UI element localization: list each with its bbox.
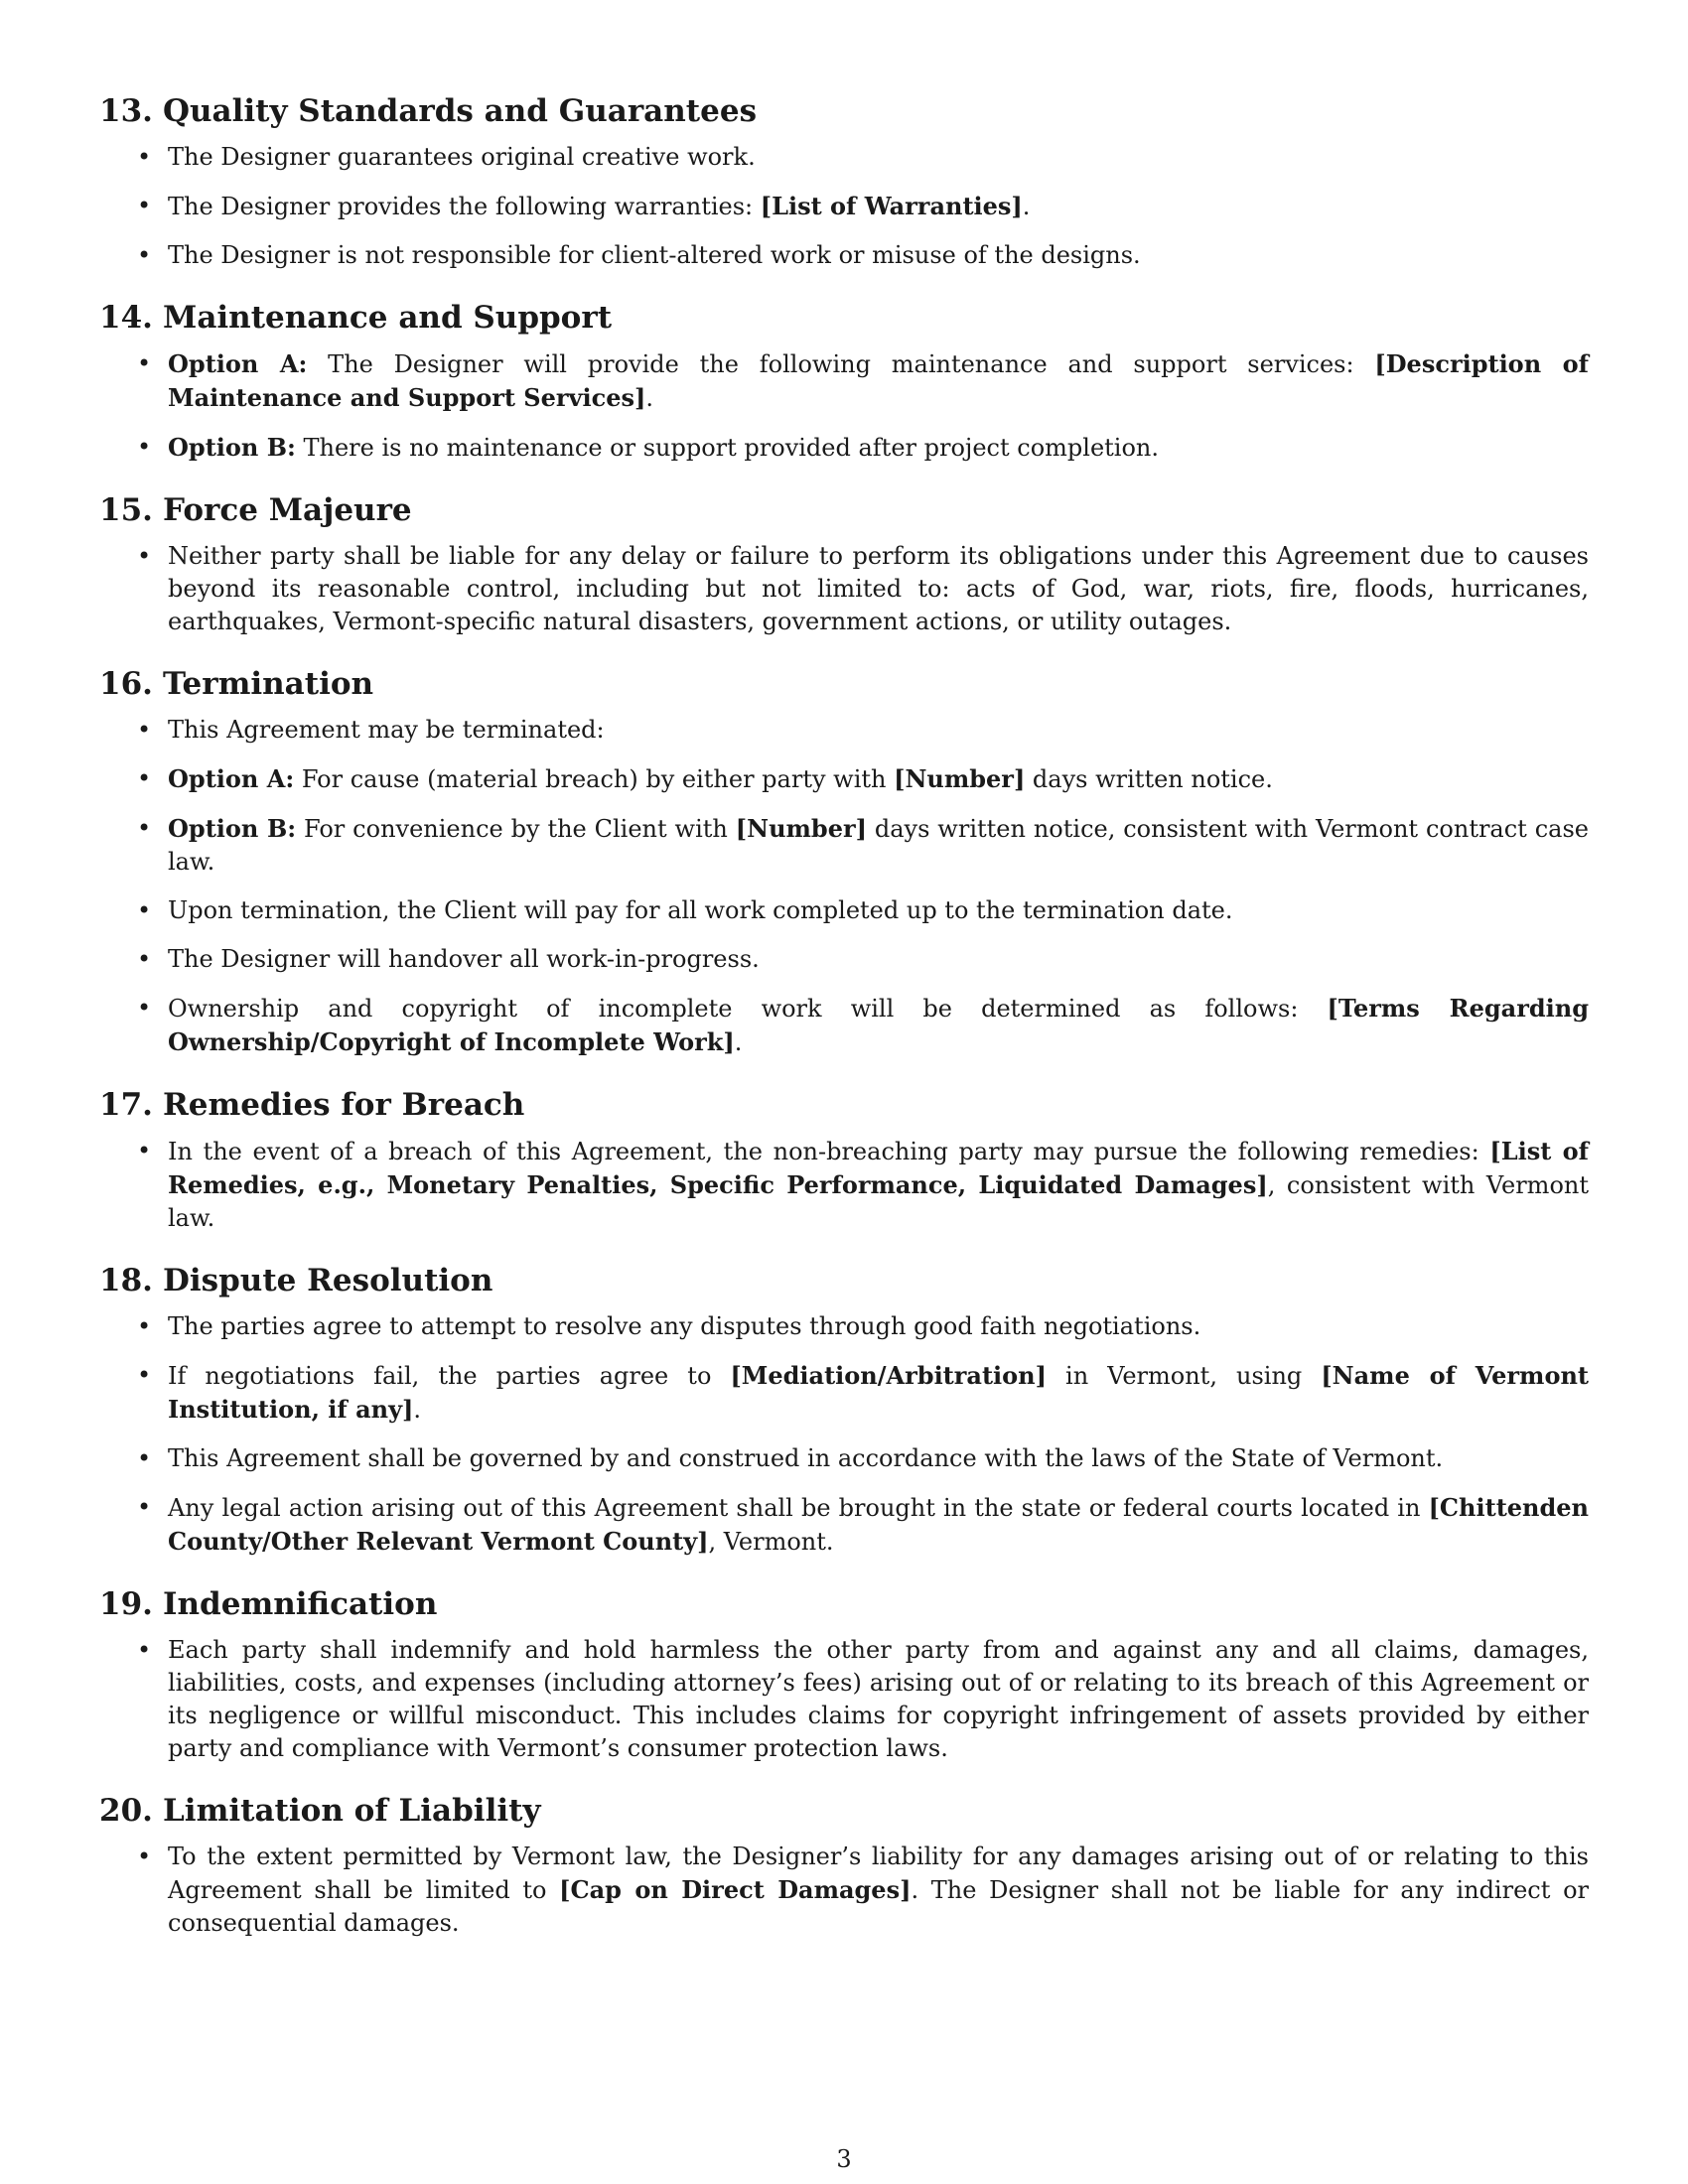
body-text: The Designer is not responsible for client-altered work or misuse of the designs. bbox=[168, 241, 1141, 269]
body-text: The Designer will handover all work-in-progress. bbox=[168, 945, 760, 973]
section-number: 16. bbox=[99, 666, 153, 702]
bullet-list bbox=[99, 714, 1589, 1059]
section-heading bbox=[99, 1791, 1589, 1831]
bold-text: Option A: bbox=[168, 349, 308, 378]
bold-text: [Mediation/Arbitration] bbox=[730, 1361, 1047, 1390]
list-item bbox=[99, 1841, 1589, 1940]
body-text: In the event of a breach of this Agreement, the non-breaching party may pursue the following remedies: bbox=[168, 1138, 1490, 1165]
bold-text: [Number] bbox=[894, 764, 1026, 793]
section-number: 17. bbox=[99, 1087, 153, 1123]
body-text: Each party shall indemnify and hold harmless the other party from and against any and all claims, damages, liabilities, costs, and expenses (including attorney’s fees) arising out of or relating to its breach of this Agreement or its negligence or willful misconduct. This includes claims for copyright infringement of assets provided by either party and compliance with Vermont’s consumer protection laws. bbox=[168, 1636, 1589, 1762]
bold-text: Option B: bbox=[168, 814, 297, 843]
bullet-list bbox=[99, 1135, 1589, 1235]
bullet-list bbox=[99, 1634, 1589, 1765]
list-item bbox=[99, 1442, 1589, 1475]
list-item bbox=[99, 540, 1589, 638]
bold-text: [Number] bbox=[735, 814, 867, 843]
list-item bbox=[99, 1359, 1589, 1427]
section-18 bbox=[99, 1261, 1589, 1559]
body-text: The parties agree to attempt to resolve any disputes through good faith negotiations. bbox=[168, 1312, 1201, 1340]
list-item bbox=[99, 431, 1589, 465]
body-text: The Designer will provide the following maintenance and support services: bbox=[307, 350, 1375, 378]
list-item bbox=[99, 347, 1589, 415]
bullet-list bbox=[99, 540, 1589, 638]
list-item bbox=[99, 714, 1589, 747]
bullet-list bbox=[99, 347, 1589, 465]
list-item bbox=[99, 1491, 1589, 1559]
body-text: days written notice, consistent with Vermont contract case law. bbox=[168, 815, 1589, 876]
body-text: Ownership and copyright of incomplete work will be determined as follows: bbox=[168, 995, 1328, 1023]
body-text: . bbox=[645, 384, 653, 412]
body-text: To the extent permitted by Vermont law, the Designer’s liability for any damages arising out of or relating to this Agreement shall be limited to bbox=[168, 1843, 1589, 1904]
body-text: Upon termination, the Client will pay for all work completed up to the termination date. bbox=[168, 896, 1233, 924]
section-heading bbox=[99, 490, 1589, 530]
section-17 bbox=[99, 1085, 1589, 1235]
section-number: 18. bbox=[99, 1263, 153, 1298]
section-13 bbox=[99, 91, 1589, 272]
body-text: in Vermont, using bbox=[1046, 1362, 1322, 1390]
body-text: , Vermont. bbox=[708, 1528, 834, 1556]
document-page bbox=[99, 91, 1589, 1966]
section-15 bbox=[99, 490, 1589, 638]
bold-text: [Name of Vermont Institution, if any] bbox=[168, 1361, 1589, 1424]
bold-text: [Description of Maintenance and Support Services] bbox=[168, 349, 1590, 412]
body-text: If negotiations fail, the parties agree to bbox=[168, 1362, 731, 1390]
body-text: There is no maintenance or support provided after project completion. bbox=[295, 434, 1160, 462]
body-text: days written notice. bbox=[1025, 765, 1273, 793]
section-title: Termination bbox=[163, 666, 374, 702]
section-14 bbox=[99, 298, 1589, 465]
section-16 bbox=[99, 664, 1589, 1059]
section-heading bbox=[99, 1261, 1589, 1300]
body-text: The Designer guarantees original creative work. bbox=[168, 143, 756, 171]
section-title: Indemnification bbox=[163, 1586, 438, 1622]
section-heading bbox=[99, 1584, 1589, 1624]
section-number: 15. bbox=[99, 492, 153, 528]
section-heading bbox=[99, 91, 1589, 131]
body-text: For cause (material breach) by either party with bbox=[294, 765, 895, 793]
section-number: 14. bbox=[99, 300, 153, 336]
section-19 bbox=[99, 1584, 1589, 1765]
list-item bbox=[99, 1310, 1589, 1343]
list-item bbox=[99, 1634, 1589, 1765]
bold-text: [Chittenden County/Other Relevant Vermont County] bbox=[168, 1493, 1589, 1556]
body-text: This Agreement may be terminated: bbox=[168, 716, 605, 744]
bold-text: [List of Warranties] bbox=[760, 192, 1023, 220]
bullet-list bbox=[99, 1310, 1589, 1559]
section-number: 13. bbox=[99, 93, 153, 129]
list-item bbox=[99, 812, 1589, 879]
body-text: Neither party shall be liable for any delay or failure to perform its obligations under this Agreement due to causes beyond its reasonable control, including but not limited to: acts of God, war, riots, fire, floods, hurricanes, earthquakes, Vermont-specific natural disasters, government actions, or utility outages. bbox=[168, 542, 1589, 635]
body-text: . bbox=[413, 1396, 422, 1424]
list-item bbox=[99, 190, 1589, 223]
section-20 bbox=[99, 1791, 1589, 1940]
section-title: Force Majeure bbox=[163, 492, 412, 528]
section-title: Dispute Resolution bbox=[163, 1263, 493, 1298]
section-title: Limitation of Liability bbox=[163, 1793, 541, 1829]
list-item bbox=[99, 992, 1589, 1059]
section-heading bbox=[99, 664, 1589, 704]
body-text: This Agreement shall be governed by and construed in accordance with the laws of the State of Vermont. bbox=[168, 1444, 1444, 1472]
section-number: 20. bbox=[99, 1793, 153, 1829]
list-item bbox=[99, 1135, 1589, 1235]
body-text: . bbox=[734, 1028, 743, 1056]
list-item bbox=[99, 894, 1589, 927]
body-text: , consistent with Vermont law. bbox=[168, 1171, 1589, 1232]
bold-text: [Terms Regarding Ownership/Copyright of Incomplete Work] bbox=[168, 994, 1589, 1056]
list-item bbox=[99, 141, 1589, 174]
body-text: For convenience by the Client with bbox=[296, 815, 736, 843]
bold-text: Option A: bbox=[168, 764, 295, 793]
bold-text: [Cap on Direct Damages] bbox=[559, 1875, 912, 1904]
section-title: Quality Standards and Guarantees bbox=[163, 93, 758, 129]
bold-text: Option B: bbox=[168, 433, 296, 462]
section-title: Maintenance and Support bbox=[163, 300, 613, 336]
body-text: . The Designer shall not be liable for any indirect or consequential damages. bbox=[168, 1876, 1589, 1937]
page-number: 3 bbox=[836, 2145, 852, 2173]
list-item bbox=[99, 239, 1589, 272]
list-item bbox=[99, 943, 1589, 976]
bold-text: [List of Remedies, e.g., Monetary Penalties, Specific Performance, Liquidated Damages] bbox=[168, 1137, 1589, 1199]
section-heading bbox=[99, 298, 1589, 338]
bullet-list bbox=[99, 141, 1589, 272]
body-text: . bbox=[1022, 193, 1031, 220]
body-text: The Designer provides the following warranties: bbox=[168, 193, 761, 220]
list-item bbox=[99, 762, 1589, 796]
body-text: Any legal action arising out of this Agreement shall be brought in the state or federal courts located in bbox=[168, 1494, 1429, 1522]
section-number: 19. bbox=[99, 1586, 153, 1622]
bullet-list bbox=[99, 1841, 1589, 1940]
section-heading bbox=[99, 1085, 1589, 1125]
section-title: Remedies for Breach bbox=[163, 1087, 525, 1123]
